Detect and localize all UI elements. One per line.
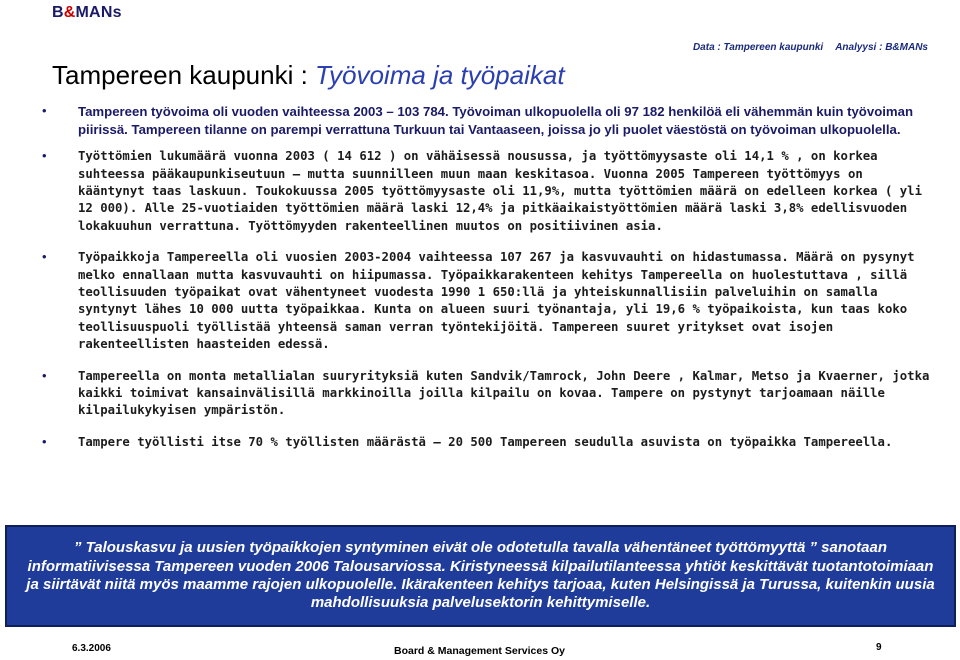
bullet-text: Tampereen työvoima oli vuoden vaihteessa 2003 – 103 784. Työvoiman ulkopuolella oli 97 182 henkilöä eli vähemmän kuin työvoiman piirissä. Tampereen tilanne on parempi verrattuna Turkuun tai Vantaaseen, joissa jo yli puolet väestöstä on työvoiman ulkopuolella.	[78, 104, 914, 137]
bullet-item	[40, 148, 930, 235]
bullet-text: Tampereella on monta metallialan suuryrityksiä kuten Sandvik/Tamrock, John Deere , Kalmar, Metso ja Kvaerner, jotka kaikki toimivat kansainvälisillä markkinoilla joilla kilpailu on kovaa. Tampere on pystynyt tarjoamaan näille kilpailukykyisen ympäristön.	[78, 368, 930, 418]
page-title	[52, 60, 565, 91]
bullet-item	[40, 103, 930, 138]
bullet-marker: •	[42, 433, 47, 449]
footer-company: Board & Management Services Oy	[394, 645, 565, 657]
footer-date: 6.3.2006	[72, 643, 111, 654]
source-attribution	[693, 42, 928, 53]
title-prefix: Tampereen kaupunki :	[52, 60, 316, 90]
bullet-marker: •	[42, 367, 47, 383]
bullet-item	[40, 434, 930, 451]
bullet-list	[40, 103, 930, 451]
title-accent: Työvoima ja työpaikat	[315, 60, 565, 90]
page-number: 9	[876, 642, 882, 653]
callout-text: ” Talouskasvu ja uusien työpaikkojen syntyminen eivät ole odotetulla tavalla vähentäneet työttömyyttä ” sanotaan informatiivisessa Tampereen vuoden 2006 Talousarviossa. Kiristyneessä kilpailutilanteessa yhtiöt keskittävät tuotantotoimiaan ja siirtävät niitä myös maamme rajojen ulkopuolelle. Ikärakenteen kehitys tarjoaa, kuten Helsingissä ja Turussa, kuitenkin uusia mahdollisuuksia palvelusektorin kehittymiselle.	[26, 539, 935, 612]
bullet-text: Tampere työllisti itse 70 % työllisten määrästä – 20 500 Tampereen seudulla asuvista on työpaikka Tampereella.	[78, 434, 893, 449]
bullet-text: Työttömien lukumäärä vuonna 2003 ( 14 612 ) on vähäisessä nousussa, ja työttömyysaste oli 14,1 % , on korkea suhteessa pääkaupunkiseutuun – mutta suunnilleen muun maan keskitasoa. Vuonna 2005 Tampereen työttömyys on kääntynyt taas laskuun. Toukokuussa 2005 työttömyysaste oli 11,9%, mutta työttömien määrä on edelleen korkea ( yli 12 000). Alle 25-vuotiaiden työttömien määrä laski 12,4% ja pitkäaikaistyöttömien määrä laski 3,8% edellisvuoden lokakuuhun verrattuna. Työttömyyden rakenteellinen muutos on positiivinen asia.	[78, 149, 922, 233]
quote-callout-box	[5, 525, 956, 627]
bullet-marker: •	[42, 148, 47, 164]
bullet-text: Työpaikkoja Tampereella oli vuosien 2003-2004 vaihteessa 107 267 ja kasvuvauhti on hidastumassa. Määrä on pysynyt melko ennallaan mutta kasvuvauhti on hiipumassa. Työpaikkarakenteen kehitys Tampereella on huolestuttava , sillä teollisuuden työpaikat ovat vähentyneet vuodesta 1990 1 650:llä ja yhteiskunnallisiin palveluihin on samalla syntynyt lähes 10 000 uutta työpaikkaa. Kunta on alueen suuri työnantaja, yli 19,6 % työpaikoista, kun taas koko teollisuuspuoli työllistää yhteensä saman verran työntekijöitä. Tampereen suuret yritykset ovat isojen rakenteellisten haasteiden edessä.	[78, 250, 915, 352]
analysis-source: Analyysi : B&MANs	[835, 42, 928, 53]
bullet-item	[40, 368, 930, 420]
data-source: Data : Tampereen kaupunki	[692, 42, 824, 53]
brand-logo: B&MANs	[52, 4, 122, 21]
bullet-marker: •	[42, 249, 47, 265]
bullet-item	[40, 249, 930, 353]
bullet-marker: •	[42, 103, 47, 118]
